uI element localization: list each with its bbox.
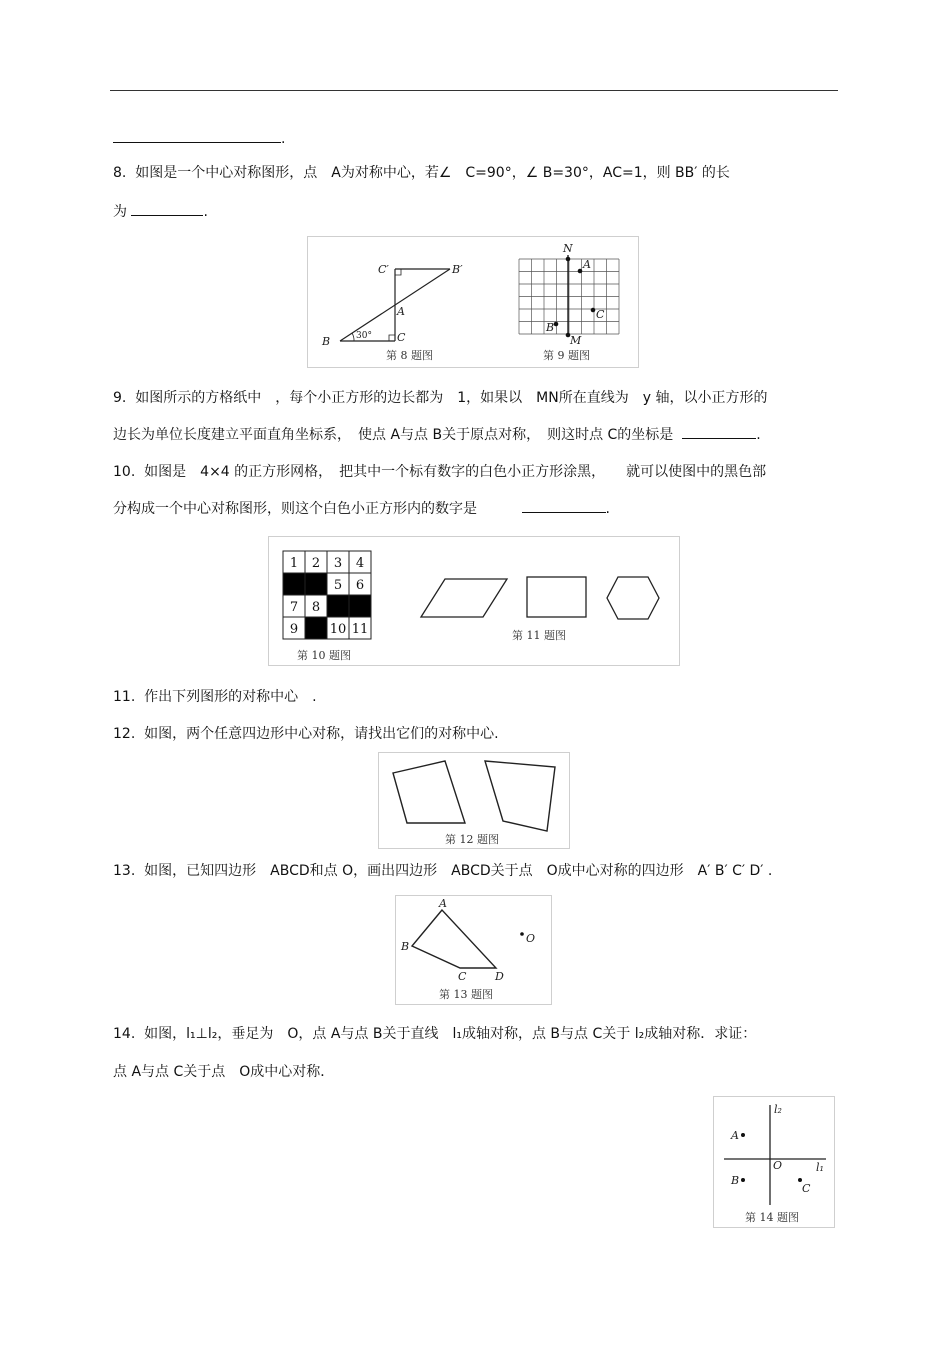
question-13: 13. 如图，已知四边形 ABCD和点 O，画出四边形 ABCD关于点 O成中心对称的四边形 A′ B′ C′ D′ . — [113, 863, 773, 879]
label-b9: B — [546, 321, 555, 334]
figure-9-caption: 第 9 题图 — [543, 349, 590, 362]
cell-number: 1 — [289, 556, 299, 571]
question-10-line2: 分构成一个中心对称图形，则这个白色小正方形内的数字是 . — [113, 498, 610, 518]
answer-blank[interactable] — [113, 128, 281, 143]
label-b-prime: B′ — [452, 263, 463, 276]
label-m: M — [570, 334, 582, 347]
figure-11-shapes — [269, 537, 679, 665]
answer-blank[interactable] — [131, 201, 203, 216]
label-n: N — [563, 242, 573, 255]
question-9-line1: 9. 如图所示的方格纸中 ，每个小正方形的边长都为 1，如果以 MN所在直线为 y 轴，以小正方形的 — [113, 390, 768, 406]
cell-number: 3 — [333, 556, 343, 571]
figure-14-axes — [714, 1097, 834, 1227]
cell-number: 10 — [329, 622, 347, 637]
label-o13: O — [526, 932, 536, 945]
figure-10-caption: 第 10 题图 — [297, 649, 351, 662]
cell-number: 6 — [355, 578, 365, 593]
cell-number: 9 — [289, 622, 299, 637]
figure-11-caption: 第 11 题图 — [512, 629, 566, 642]
label-c14: C — [802, 1182, 811, 1195]
question-14-line2: 点 A与点 C关于点 O成中心对称． — [113, 1064, 335, 1080]
cell-number: 7 — [289, 600, 299, 615]
question-12: 12. 如图，两个任意四边形中心对称，请找出它们的对称中心. — [113, 726, 499, 742]
label-angle: 30° — [356, 331, 372, 341]
cell-number: 2 — [311, 556, 321, 571]
answer-blank[interactable] — [522, 498, 606, 513]
question-8-line1: 8. 如图是一个中心对称图形，点 A为对称中心，若∠ C=90°，∠ B=30°，AC=1，则 BB′ 的长 — [113, 165, 730, 181]
label-o14: O — [773, 1159, 783, 1172]
cell-number: 4 — [355, 556, 365, 571]
label-c: C — [397, 331, 406, 344]
figure-8-caption: 第 8 题图 — [386, 349, 433, 362]
cell-number: 8 — [311, 600, 321, 615]
answer-blank[interactable] — [682, 424, 756, 439]
header-rule — [110, 90, 838, 91]
label-a13: A — [439, 897, 447, 910]
question-10-line1: 10. 如图是 4×4 的正方形网格， 把其中一个标有数字的白色小正方形涂黑， 就可以使图中的黑色部 — [113, 464, 767, 480]
label-c9: C — [596, 308, 605, 321]
label-l1: l₁ — [816, 1161, 824, 1174]
figure-10-11 — [268, 536, 680, 666]
label-b14: B — [731, 1174, 740, 1187]
label-l2: l₂ — [774, 1103, 782, 1116]
label-c13: C — [458, 970, 467, 983]
figure-13 — [395, 895, 552, 1005]
question-9-line2: 边长为单位长度建立平面直角坐标系， 使点 A与点 B关于原点对称， 则这时点 C的坐标是 . — [113, 424, 761, 444]
question-11: 11. 作出下列图形的对称中心 . — [113, 689, 317, 705]
cell-number: 11 — [351, 622, 369, 637]
question-14-line1: 14. 如图，l₁⊥l₂，垂足为 O，点 A与点 B关于直线 l₁成轴对称，点 B与点 C关于 l₂成轴对称．求证： — [113, 1026, 757, 1042]
label-d13: D — [495, 970, 504, 983]
label-b: B — [322, 335, 331, 348]
label-a14: A — [731, 1129, 739, 1142]
label-b13: B — [401, 940, 410, 953]
label-c-prime: C′ — [378, 263, 389, 276]
figure-12-caption: 第 12 题图 — [445, 833, 499, 846]
figure-14 — [713, 1096, 835, 1228]
label-a: A — [397, 305, 405, 318]
cell-number: 5 — [333, 578, 343, 593]
figure-14-caption: 第 14 题图 — [745, 1211, 799, 1224]
label-a9: A — [583, 258, 591, 271]
figure-12 — [378, 752, 570, 849]
figure-13-caption: 第 13 题图 — [439, 988, 493, 1001]
figure-8-9 — [307, 236, 639, 368]
q7-answer-line: . — [113, 128, 285, 147]
question-8-line2: 为 . — [113, 201, 208, 221]
